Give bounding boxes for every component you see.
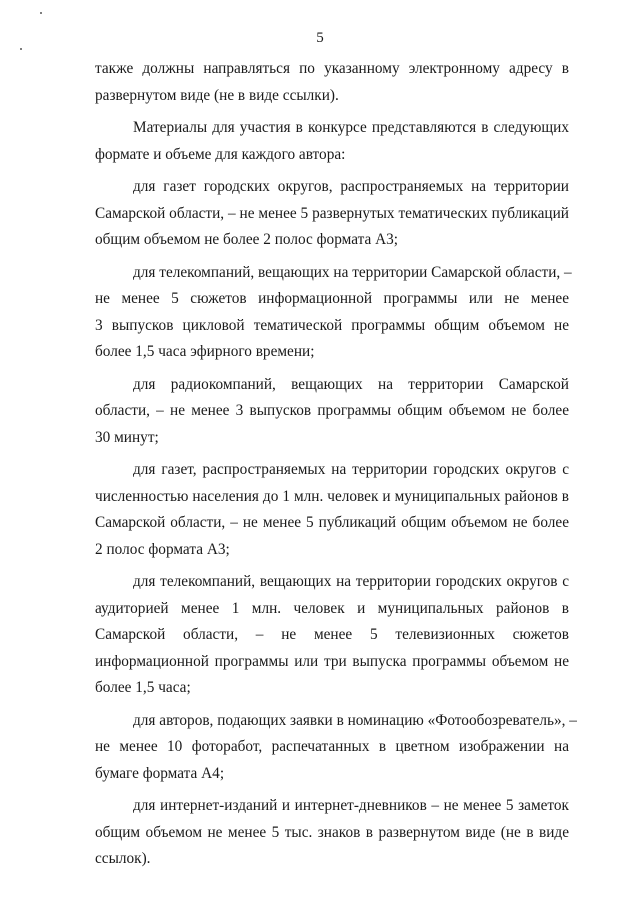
text-line: общим объемом не менее 5 тыс. знаков в развернутом виде (не в виде bbox=[95, 823, 569, 841]
text-line: также должны направляться по указанному электронному адресу в bbox=[95, 60, 569, 77]
text-line: Самарской области, – не менее 5 публикаций общим объемом не более bbox=[95, 514, 569, 531]
text-line: Материалы для участия в конкурсе представляются в следующих bbox=[133, 119, 569, 136]
text-line: формате и объеме для каждого автора: bbox=[95, 145, 346, 163]
text-line: не менее 5 сюжетов информационной программы или не менее bbox=[95, 290, 569, 307]
text-line: не менее 10 фоторабот, распечатанных в цветном изображении на bbox=[95, 738, 569, 755]
paragraph bbox=[95, 115, 569, 168]
text-line: для интернет-изданий и интернет-дневников – не менее 5 заметок bbox=[133, 797, 569, 814]
text-line: Самарской области, – не менее 5 телевизионных сюжетов bbox=[95, 626, 569, 643]
text-line: бумаге формата А4; bbox=[95, 764, 225, 782]
page-number: 5 bbox=[316, 30, 324, 46]
text-line: для газет городских округов, распространяемых на территории bbox=[133, 178, 569, 195]
paragraph bbox=[95, 569, 569, 702]
text-line: для телекомпаний, вещающих на территории городских округов с bbox=[133, 573, 569, 590]
scan-speck bbox=[40, 12, 42, 14]
document-body bbox=[95, 56, 577, 879]
text-line: для радиокомпаний, вещающих на территории Самарской bbox=[133, 375, 569, 393]
paragraph bbox=[95, 793, 569, 873]
text-line: для телекомпаний, вещающих на территории Самарской области, – bbox=[133, 263, 572, 281]
text-line: развернутом виде (не в виде ссылки). bbox=[95, 86, 339, 104]
text-line: 30 минут; bbox=[95, 428, 159, 446]
text-line: области, – не менее 3 выпусков программы общим объемом не более bbox=[95, 402, 569, 419]
text-line: численностью населения до 1 млн. человек и муниципальных районов в bbox=[95, 487, 569, 505]
text-line: для газет, распространяемых на территории городских округов с bbox=[133, 461, 569, 478]
text-line: информационной программы или три выпуска программы объемом не bbox=[95, 652, 569, 670]
text-line: ссылок). bbox=[95, 850, 151, 867]
text-line: 2 полос формата А3; bbox=[95, 540, 230, 558]
paragraph bbox=[95, 708, 577, 788]
text-line: Самарской области, – не менее 5 развернутых тематических публикаций bbox=[95, 204, 569, 222]
text-line: более 1,5 часа эфирного времени; bbox=[95, 343, 315, 360]
text-line: аудиторией менее 1 млн. человек и муниципальных районов в bbox=[95, 599, 569, 617]
text-line: для авторов, подающих заявки в номинацию «Фотообозреватель», – bbox=[133, 711, 577, 729]
text-line: 3 выпусков цикловой тематической программы общим объемом не bbox=[95, 316, 569, 334]
text-line: более 1,5 часа; bbox=[95, 679, 191, 696]
paragraph bbox=[95, 457, 569, 563]
paragraph bbox=[95, 260, 572, 366]
scan-speck bbox=[20, 48, 22, 50]
paragraph bbox=[95, 174, 569, 254]
paragraph bbox=[95, 372, 569, 452]
text-line: общим объемом не более 2 полос формата А3; bbox=[95, 231, 399, 248]
paragraph bbox=[95, 56, 569, 109]
